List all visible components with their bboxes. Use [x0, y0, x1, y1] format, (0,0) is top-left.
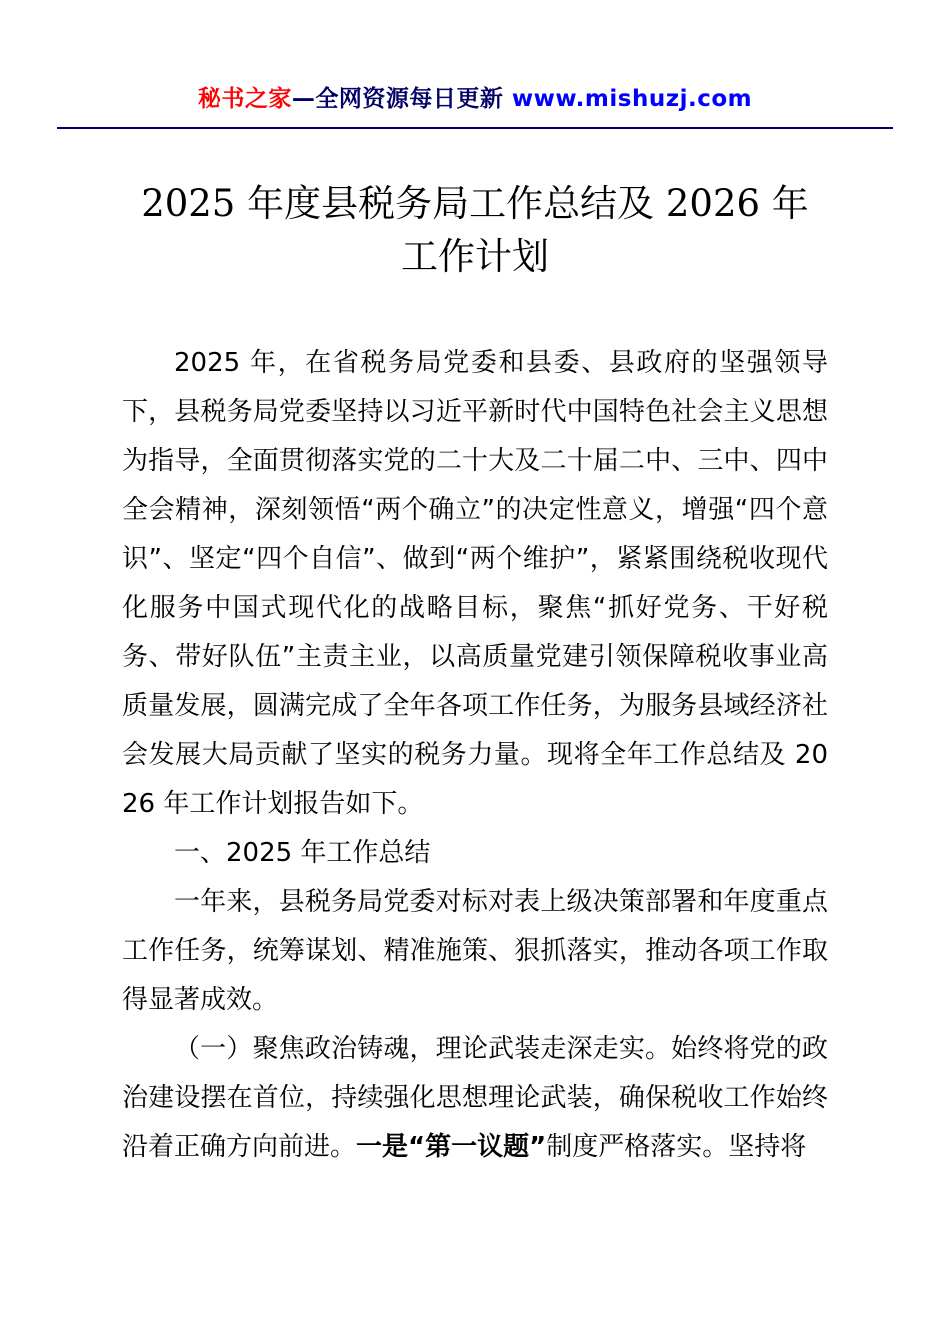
text-run: 2025 年，在省税务局党委和县委、县政府的坚强领导下，县税务局党委坚持以习近平新时代中国特色社会主义思想为指导，全面贯彻落实党的二十大及二十届二中、三中、四中全会精神，深刻领悟“两个确立”的决定性意义，增强“四个意识”、坚定“四个自信”、做到“两个维护”，紧紧围绕税收现代化服务中国式现代化的战略目标，聚焦“抓好党务、干好税务、带好队伍”主责主业，以高质量党建引领保障税收事业高质量发展，圆满完成了全年各项工作任务，为服务县域经济社会发展大局贡献了坚实的税务力量。现将全年工作总结及 2026 年工作计划报告如下。: [122, 347, 828, 819]
document-title: [122, 177, 828, 283]
subsection-1-paragraph: [122, 1025, 828, 1172]
site-url-link[interactable]: www.mishuzj.com: [511, 86, 753, 112]
site-header-text: [57, 86, 893, 114]
site-tagline: —全网资源每日更新: [291, 86, 512, 112]
document-body: [122, 339, 828, 1172]
text-run: 一年来，县税务局党委对标对表上级决策部署和年度重点工作任务，统筹谋划、精准施策、狠抓落实，推动各项工作取得显著成效。: [122, 886, 828, 1015]
site-header: [0, 0, 950, 129]
section-heading-2025-summary: [122, 829, 828, 878]
site-brand: 秘书之家: [197, 86, 292, 112]
document-title-line1: 2025 年度县税务局工作总结及 2026 年: [141, 181, 809, 225]
summary-overview-paragraph: [122, 878, 828, 1025]
text-run: 制度严格落实。坚持将: [546, 1131, 807, 1162]
document-content: [0, 177, 950, 1172]
text-run: 一、2025 年工作总结: [174, 837, 431, 868]
intro-paragraph: [122, 339, 828, 829]
text-run: （一）聚焦政治铸魂，理论武装走深走实。始终将党的政治建设摆在首位，持续强化思想理论武装，确保税收工作始终沿着正确方向前进。: [122, 1033, 828, 1162]
document-title-line2: 工作计划: [401, 234, 549, 278]
header-divider: [57, 127, 893, 129]
bold-text-run: 一是“第一议题”: [356, 1131, 547, 1162]
